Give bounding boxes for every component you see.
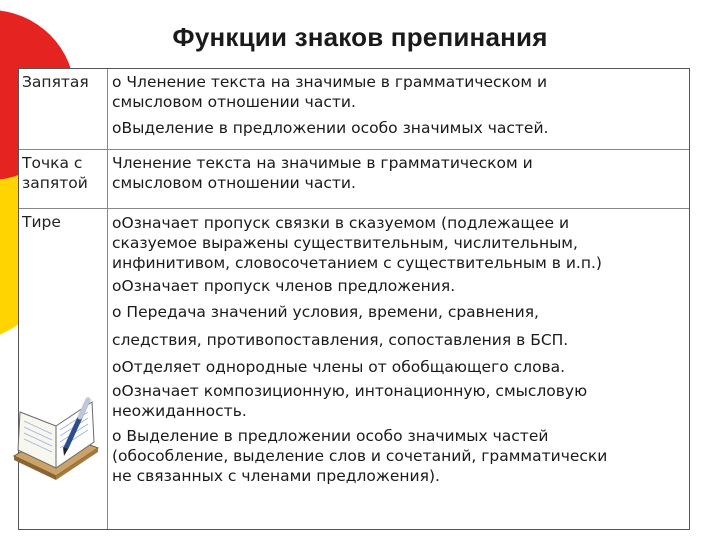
function-line: смысловом отношении части.	[112, 93, 356, 111]
book-pen-icon	[10, 396, 102, 488]
term-cell	[19, 150, 108, 208]
term-label: Запятая	[22, 73, 89, 91]
function-line: oВыделение в предложении особо значимых частей.	[112, 119, 549, 137]
function-line: следствия, противопоставления, сопоставления в БСП.	[112, 331, 569, 349]
function-line: смысловом отношении части.	[112, 174, 356, 192]
function-line: инфинитивом, словосочетанием с существительным в и.п.)	[112, 254, 602, 272]
function-line: (обособление, выделение слов и сочетаний, грамматически	[112, 447, 608, 465]
punctuation-table	[18, 68, 690, 530]
term-label: Тире	[22, 213, 61, 231]
function-line: o Выделение в предложении особо значимых частей	[112, 427, 549, 445]
function-line: oОзначает пропуск членов предложения.	[112, 277, 456, 295]
term-label-line: запятой	[22, 174, 88, 192]
function-line: o Членение текста на значимые в грамматическом и	[112, 73, 548, 91]
page-title: Функции знаков препинания	[172, 22, 548, 52]
function-line: oОзначает композиционную, интонационную, смысловую	[112, 382, 588, 400]
table-row-comma	[19, 69, 689, 150]
function-line: сказуемое выражены существительным, числительным,	[112, 234, 578, 252]
function-line: Членение текста на значимые в грамматическом и	[112, 154, 533, 172]
function-line: неожиданность.	[112, 402, 247, 420]
table-row-semicolon	[19, 150, 689, 209]
function-line: oОтделяет однородные члены от обобщающего слова.	[112, 358, 566, 376]
function-line: o Передача значений условия, времени, сравнения,	[112, 303, 539, 321]
function-line: не связанных с членами предложения).	[112, 467, 440, 485]
term-label	[22, 153, 106, 193]
term-cell	[19, 69, 108, 149]
term-label-line: Точка с	[22, 154, 83, 172]
table-row-dash	[19, 209, 689, 529]
function-line: oОзначает пропуск связки в сказуемом (подлежащее и	[112, 214, 570, 232]
